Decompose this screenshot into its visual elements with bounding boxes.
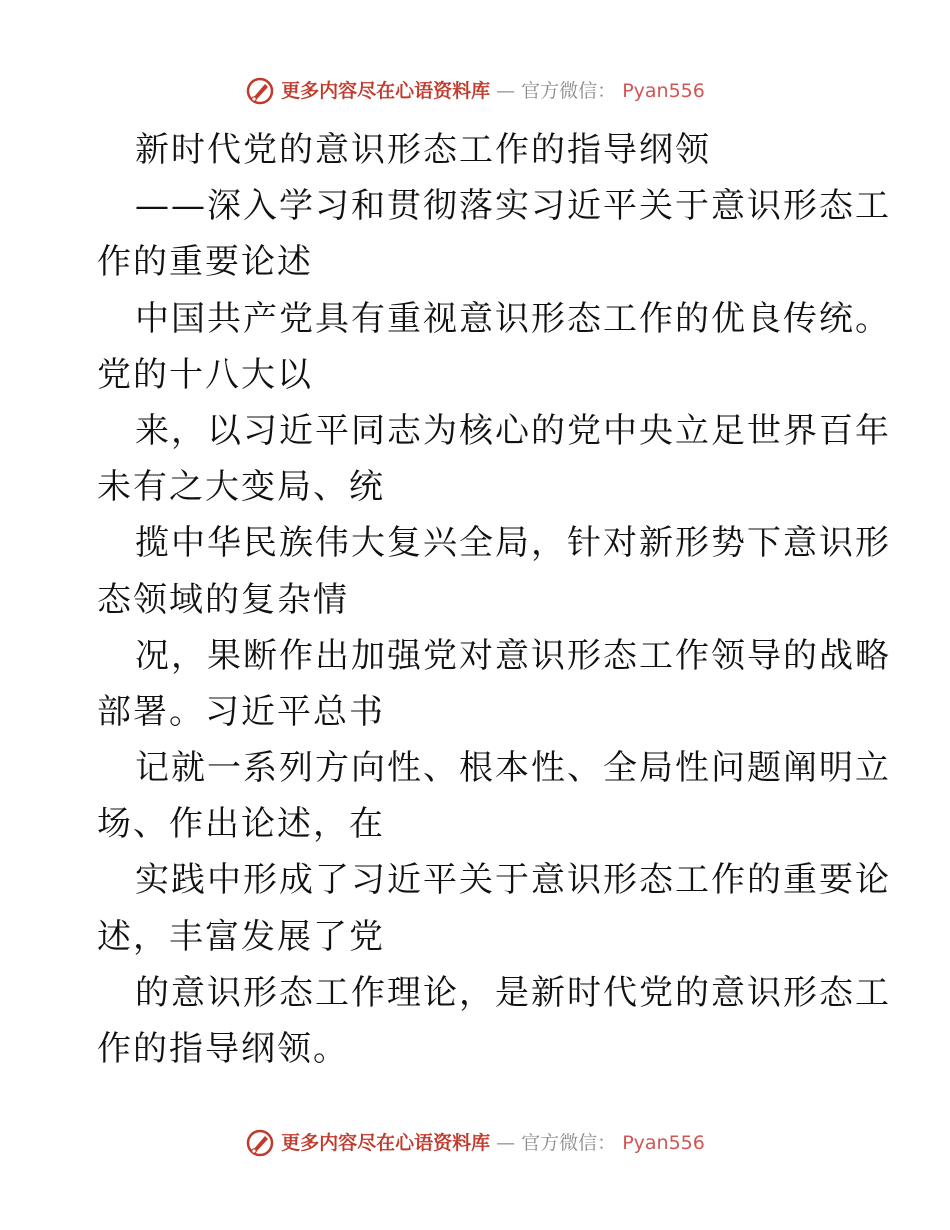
- watermark-wechat-id: Pyan556: [622, 80, 705, 102]
- paragraph-line: 部署。习近平总书: [97, 691, 385, 732]
- paragraph-line: 来，以习近平同志为核心的党中央立足世界百年: [135, 410, 891, 451]
- paragraph-line: 述，丰富发展了党: [97, 916, 385, 957]
- watermark-wechat-label: 官方微信：: [521, 1132, 617, 1154]
- watermark-site-text: 更多内容尽在心语资料库: [281, 1132, 491, 1154]
- watermark-wechat-label: 官方微信：: [521, 80, 617, 102]
- watermark-separator: —: [496, 1132, 516, 1154]
- paragraph-line: 未有之大变局、统: [97, 467, 385, 508]
- watermark-wechat-id: Pyan556: [622, 1132, 705, 1154]
- watermark-separator: —: [496, 80, 516, 102]
- pen-nib-logo-icon: [245, 1128, 275, 1158]
- paragraph-line: 场、作出论述，在: [97, 804, 385, 845]
- paragraph-line: 态领域的复杂情: [97, 579, 349, 620]
- paragraph-line: 记就一系列方向性、根本性、全局性问题阐明立: [135, 748, 891, 789]
- paragraph-line: 作的指导纲领。: [97, 1029, 349, 1069]
- paragraph-line: 的意识形态工作理论，是新时代党的意识形态工: [135, 972, 891, 1013]
- document-subtitle-line: ——深入学习和贯彻落实习近平关于意识形态工: [135, 186, 891, 227]
- document-title: 新时代党的意识形态工作的指导纲领: [135, 130, 711, 170]
- pen-nib-logo-icon: [245, 76, 275, 106]
- document-body: [97, 122, 891, 1077]
- document-subtitle-line: 作的重要论述: [97, 242, 313, 283]
- footer-watermark: [0, 1128, 950, 1158]
- watermark-site-text: 更多内容尽在心语资料库: [281, 80, 491, 102]
- header-watermark: [0, 76, 950, 106]
- paragraph-line: 况，果断作出加强党对意识形态工作领导的战略: [135, 635, 891, 676]
- paragraph-line: 党的十八大以: [97, 354, 313, 395]
- paragraph-line: 揽中华民族伟大复兴全局，针对新形势下意识形: [135, 523, 891, 564]
- paragraph-line: 实践中形成了习近平关于意识形态工作的重要论: [135, 860, 891, 901]
- paragraph-line: 中国共产党具有重视意识形态工作的优良传统。: [135, 298, 891, 339]
